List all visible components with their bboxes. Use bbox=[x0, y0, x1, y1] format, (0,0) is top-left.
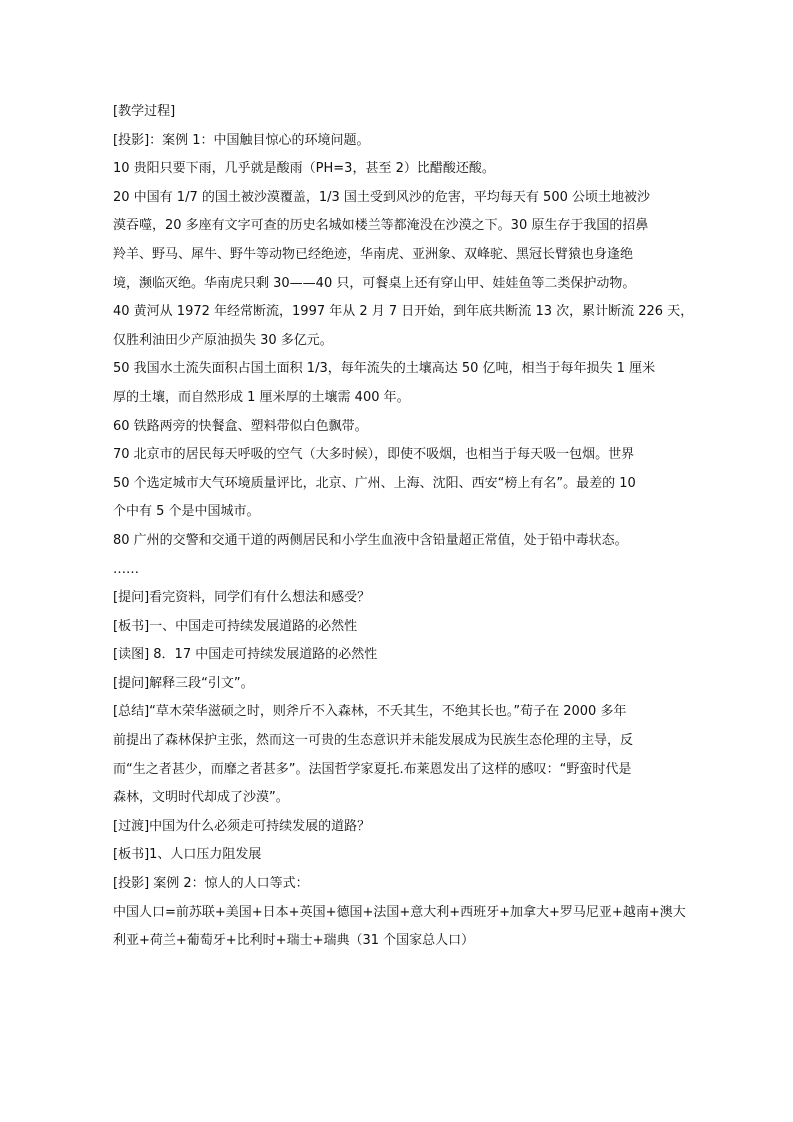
summary bbox=[113, 698, 688, 812]
text-line: 利亚+荷兰+葡萄牙+比利时+瑞士+瑞典（31 个国家总人口） bbox=[113, 933, 475, 949]
text-line: [提问]解释三段“引文”。 bbox=[113, 675, 254, 691]
text-line: …… bbox=[113, 561, 139, 577]
question-feelings bbox=[113, 584, 688, 613]
board-heading-2 bbox=[113, 841, 688, 870]
text-line: 森林，文明时代却成了沙漠”。 bbox=[113, 790, 289, 806]
text-line: 仅胜利油田少产原油损失 30 多亿元。 bbox=[113, 332, 333, 348]
text-line: 漠吞噬，20 多座有文字可查的历史名城如楼兰等都淹没在沙漠之下。30 原生存于我国的招鼻 bbox=[113, 218, 649, 234]
text-line: 羚羊、野马、犀牛、野牛等动物已经绝迹，华南虎、亚洲象、双峰驼、黑冠长臂猿也身逢绝 bbox=[113, 246, 634, 262]
text-line: [提问]看完资料，同学们有什么想法和感受？ bbox=[113, 590, 371, 606]
text-line: 厚的土壤，而自然形成 1 厘米厚的土壤需 400 年。 bbox=[113, 389, 410, 405]
text-line: 50 我国水土流失面积占国土面积 1/3，每年流失的土壤高达 50 亿吨，相当于每年损失 1 厘米 bbox=[113, 361, 656, 377]
text-line: 70 北京市的居民每天呼吸的空气（大多时候），即使不吸烟，也相当于每天吸一包烟。世界 bbox=[113, 447, 635, 463]
section-heading bbox=[113, 98, 688, 127]
text-line: [板书]1、人口压力阻发展 bbox=[113, 847, 262, 863]
text-line: 10 贵阳只要下雨，几乎就是酸雨（PH=3，甚至 2）比醋酸还酸。 bbox=[113, 161, 495, 177]
transition bbox=[113, 813, 688, 842]
text-line: 50 个选定城市大气环境质量评比，北京、广州、上海、沈阳、西安“榜上有名”。最差的 10 bbox=[113, 475, 636, 491]
ellipsis bbox=[113, 556, 688, 585]
board-heading-1 bbox=[113, 613, 688, 642]
text-line: [总结]“草木荣华滋硕之时，则斧斤不入森林，不夭其生，不绝其长也。”荀子在 2000 多年 bbox=[113, 704, 627, 720]
item-yellow-river bbox=[113, 298, 694, 355]
text-line: 而“生之者甚少，而靡之者甚多”。法国哲学家夏托.布莱恩发出了这样的感叹：“野蛮时代是 bbox=[113, 761, 632, 777]
text-line: 前提出了森林保护主张，然而这一可贵的生态意识并未能发展成为民族生态伦理的主导，反 bbox=[113, 733, 634, 749]
item-desertification bbox=[113, 184, 688, 298]
item-white-pollution bbox=[113, 413, 688, 442]
text-line: 80 广州的交警和交通干道的两侧居民和小学生血液中含铅量超正常值，处于铅中毒状态。 bbox=[113, 532, 628, 548]
text-line: 40 黄河从 1972 年经常断流，1997 年从 2 月 7 日开始，到年底共断流 13 次，累计断流 226 天， bbox=[113, 304, 694, 320]
text-line: 20 中国有 1/7 的国土被沙漠覆盖，1/3 国土受到风沙的危害，平均每天有 500 公顷土地被沙 bbox=[113, 189, 650, 205]
question-quotes bbox=[113, 670, 688, 699]
text-line: [板书]一、中国走可持续发展道路的必然性 bbox=[113, 618, 358, 634]
text-line: 中国人口=前苏联+美国+日本+英国+德国+法国+意大利+西班牙+加拿大+罗马尼亚+越南+澳大 bbox=[113, 904, 686, 920]
item-lead-poisoning bbox=[113, 527, 688, 556]
text-line: [投影] 案例 2：惊人的人口等式： bbox=[113, 876, 309, 892]
item-guiyang bbox=[113, 155, 688, 184]
item-soil-erosion bbox=[113, 355, 688, 412]
projection-case-2 bbox=[113, 870, 688, 899]
document-page bbox=[113, 98, 694, 956]
text-line: 境，濒临灭绝。华南虎只剩 30——40 只，可餐桌上还有穿山甲、娃娃鱼等二类保护动物。 bbox=[113, 275, 636, 291]
projection-case-1 bbox=[113, 127, 688, 156]
text-line: 个中有 5 个是中国城市。 bbox=[113, 504, 260, 520]
text-line: [读图] 8．17 中国走可持续发展道路的必然性 bbox=[113, 647, 378, 663]
text-line: 60 铁路两旁的快餐盒、塑料带似白色飘带。 bbox=[113, 418, 368, 434]
population-equation bbox=[113, 899, 688, 956]
read-figure bbox=[113, 641, 688, 670]
text-line: [教学过程] bbox=[113, 104, 176, 119]
text-line: [过渡]中国为什么必须走可持续发展的道路？ bbox=[113, 818, 371, 834]
text-line: [投影]：案例 1：中国触目惊心的环境问题。 bbox=[113, 132, 370, 148]
item-air-quality bbox=[113, 441, 688, 527]
